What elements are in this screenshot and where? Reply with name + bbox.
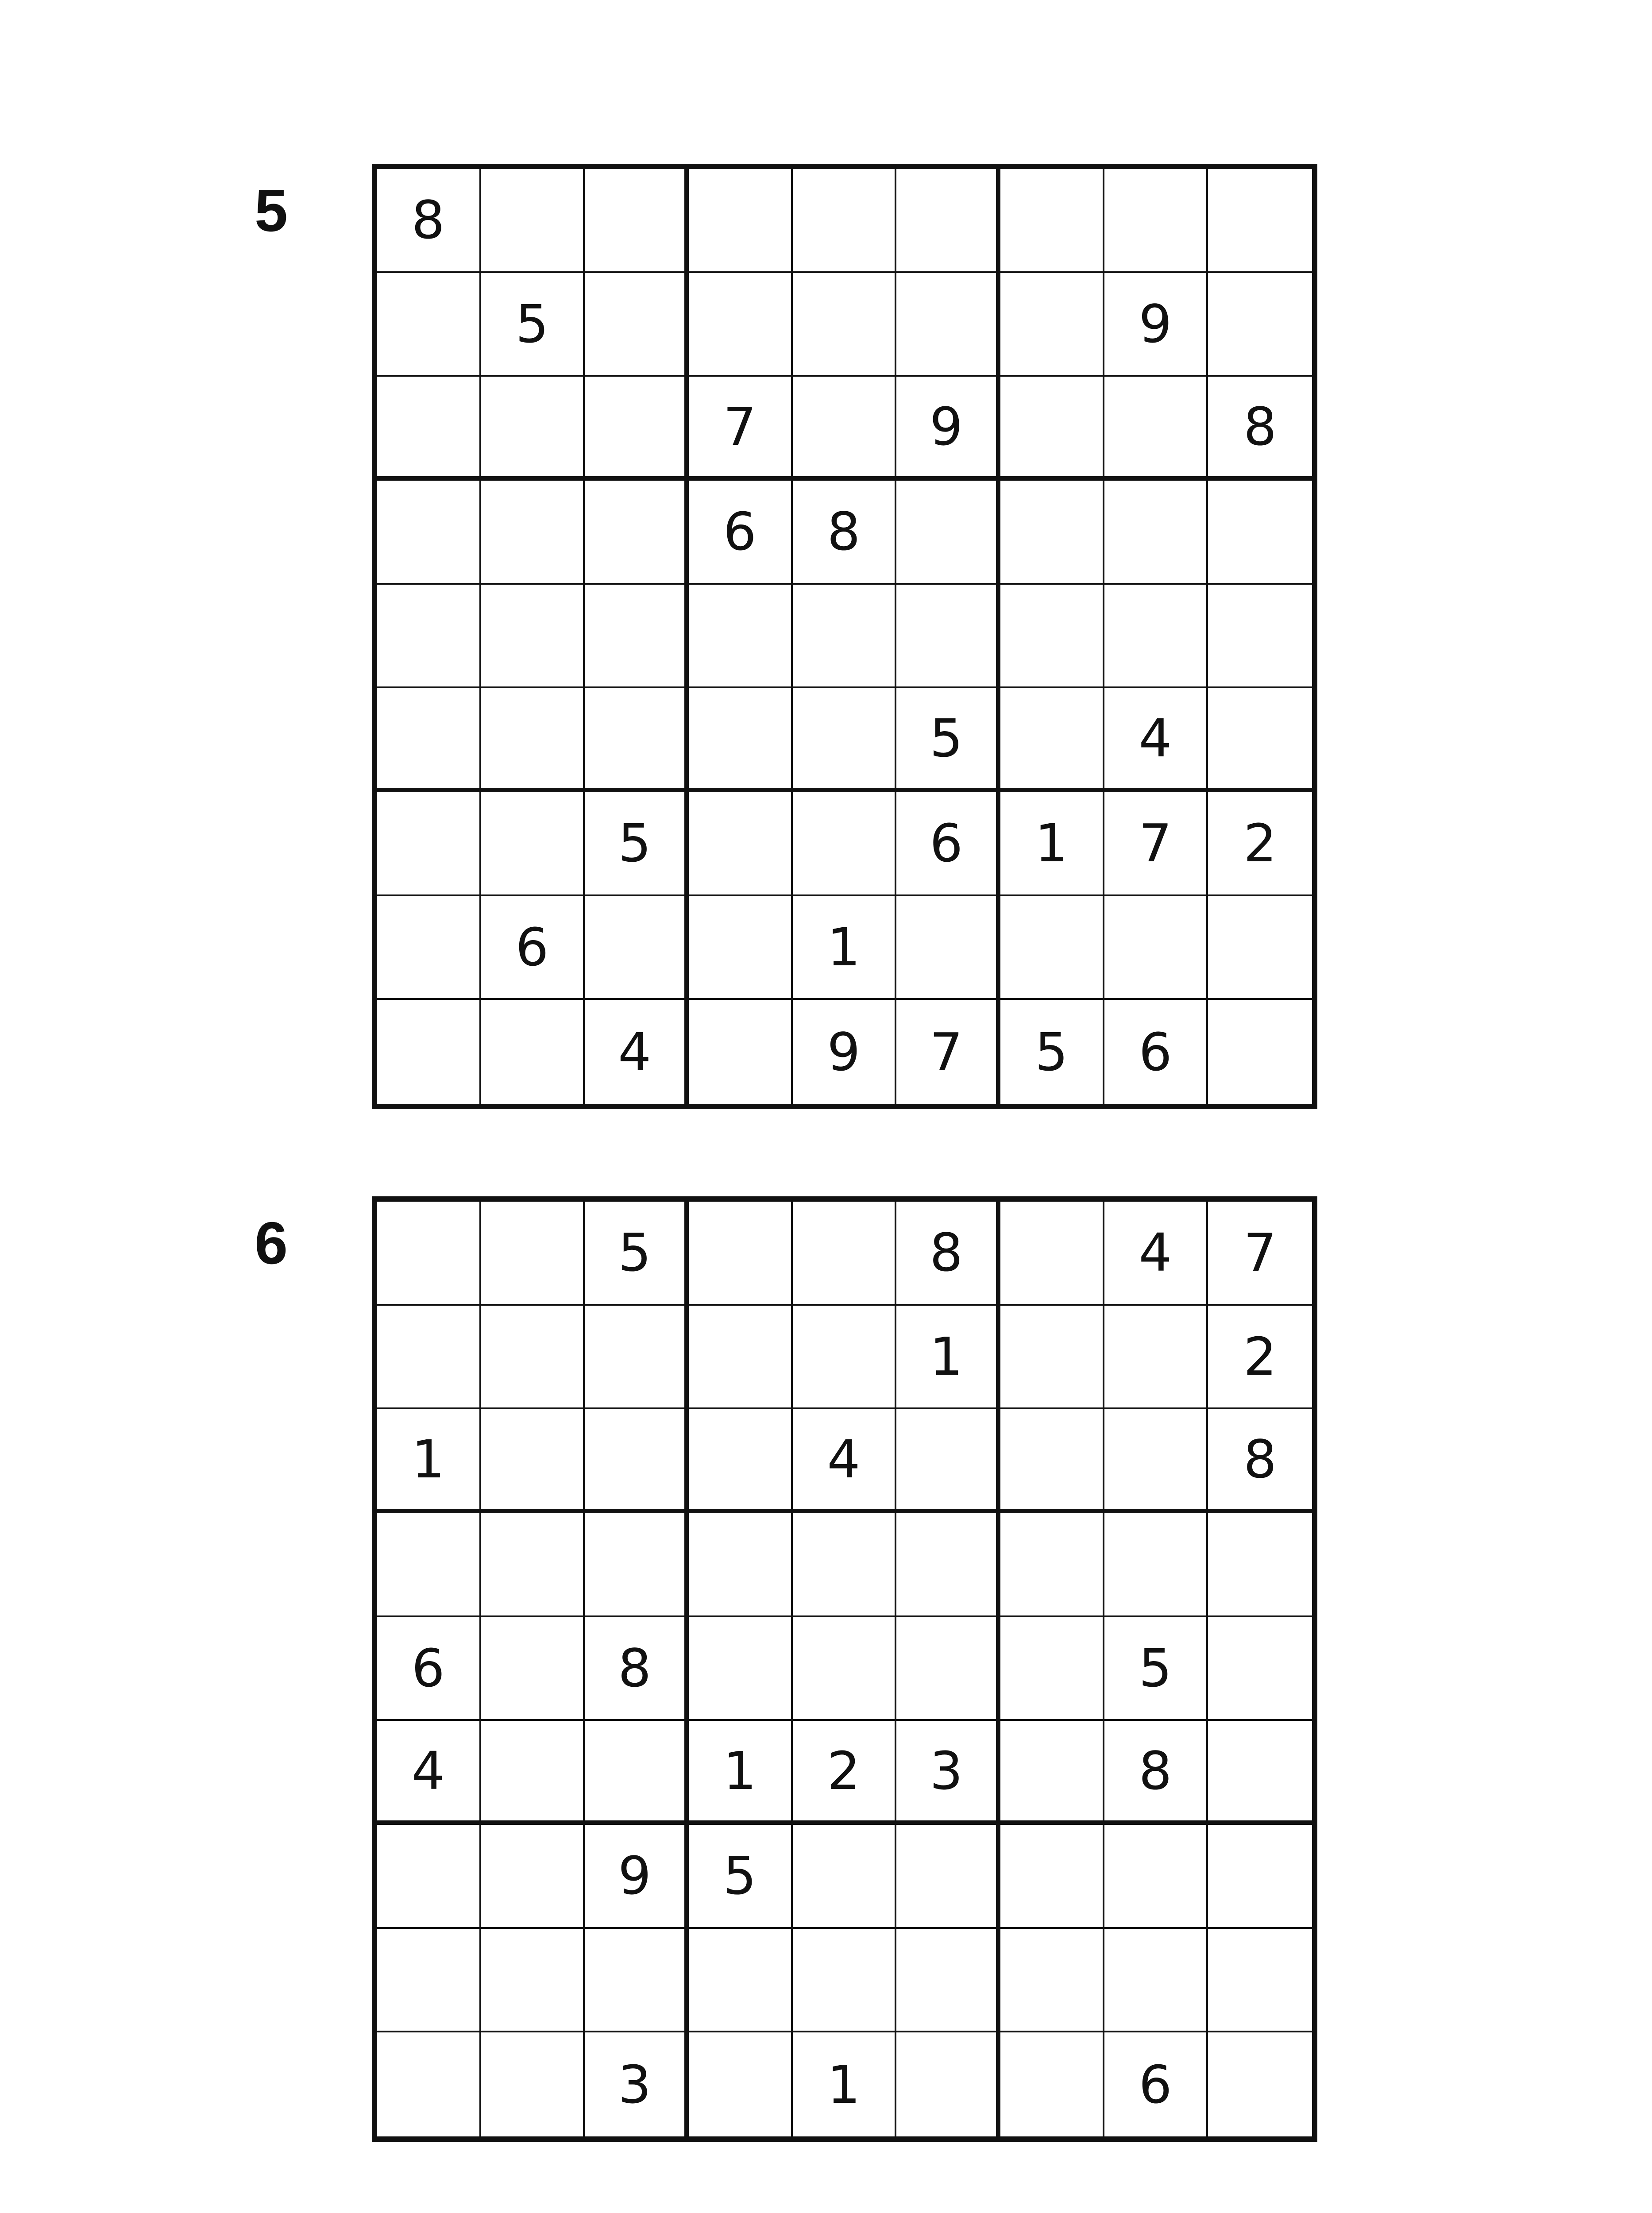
sudoku-cell[interactable]: 8 xyxy=(1208,377,1312,481)
sudoku-cell[interactable] xyxy=(481,1617,585,1721)
puzzle-number: 5 xyxy=(255,177,288,244)
sudoku-cell[interactable] xyxy=(585,273,689,377)
sudoku-cell[interactable] xyxy=(585,1929,689,2033)
sudoku-cell[interactable] xyxy=(1000,688,1104,792)
sudoku-cell[interactable]: 4 xyxy=(585,1000,689,1104)
sudoku-cell[interactable] xyxy=(896,273,1000,377)
sudoku-cell[interactable] xyxy=(481,1721,585,1825)
sudoku-cell[interactable]: 6 xyxy=(1104,1000,1208,1104)
sudoku-cell[interactable] xyxy=(481,169,585,273)
sudoku-cell[interactable] xyxy=(1000,1825,1104,1929)
sudoku-cell[interactable] xyxy=(481,481,585,585)
sudoku-cell[interactable] xyxy=(481,1000,585,1104)
sudoku-cell[interactable] xyxy=(1208,2032,1312,2136)
sudoku-cell[interactable]: 7 xyxy=(896,1000,1000,1104)
sudoku-cell[interactable]: 4 xyxy=(1104,688,1208,792)
sudoku-cell[interactable] xyxy=(793,169,897,273)
sudoku-cell[interactable] xyxy=(1104,169,1208,273)
sudoku-cell[interactable] xyxy=(896,1409,1000,1513)
sudoku-cell[interactable] xyxy=(1104,1825,1208,1929)
sudoku-cell[interactable] xyxy=(896,481,1000,585)
sudoku-cell[interactable] xyxy=(481,1825,585,1929)
sudoku-cell[interactable] xyxy=(793,1202,897,1306)
sudoku-cell[interactable]: 2 xyxy=(1208,792,1312,896)
sudoku-cell[interactable] xyxy=(1208,688,1312,792)
sudoku-cell[interactable]: 1 xyxy=(896,1306,1000,1410)
sudoku-cell[interactable] xyxy=(377,585,481,689)
sudoku-cell[interactable] xyxy=(1000,377,1104,481)
sudoku-cell[interactable] xyxy=(896,1825,1000,1929)
sudoku-cell[interactable]: 6 xyxy=(377,1617,481,1721)
sudoku-cell[interactable]: 6 xyxy=(689,481,793,585)
sudoku-cell[interactable] xyxy=(585,169,689,273)
sudoku-cell[interactable]: 8 xyxy=(377,169,481,273)
sudoku-cell[interactable] xyxy=(896,169,1000,273)
sudoku-cell[interactable] xyxy=(585,896,689,1000)
sudoku-cell[interactable]: 3 xyxy=(896,1721,1000,1825)
sudoku-cell[interactable] xyxy=(377,1306,481,1410)
sudoku-cell[interactable] xyxy=(481,585,585,689)
sudoku-cell[interactable] xyxy=(377,1825,481,1929)
sudoku-cell[interactable]: 6 xyxy=(1104,2032,1208,2136)
sudoku-cell[interactable]: 8 xyxy=(793,481,897,585)
sudoku-cell[interactable] xyxy=(1104,1409,1208,1513)
sudoku-cell[interactable] xyxy=(1208,1929,1312,2033)
sudoku-cell[interactable] xyxy=(1208,585,1312,689)
sudoku-cell[interactable] xyxy=(1000,1929,1104,2033)
sudoku-cell[interactable] xyxy=(481,792,585,896)
sudoku-cell[interactable]: 6 xyxy=(896,792,1000,896)
sudoku-cell[interactable] xyxy=(1208,273,1312,377)
sudoku-cell[interactable] xyxy=(689,1409,793,1513)
sudoku-cell[interactable] xyxy=(689,688,793,792)
sudoku-grid xyxy=(372,164,1317,1109)
sudoku-cell[interactable] xyxy=(481,1929,585,2033)
sudoku-cell[interactable] xyxy=(896,1513,1000,1617)
sudoku-cell[interactable] xyxy=(377,1000,481,1104)
sudoku-cell[interactable] xyxy=(896,1617,1000,1721)
sudoku-cell[interactable]: 9 xyxy=(896,377,1000,481)
sudoku-cell[interactable] xyxy=(377,896,481,1000)
sudoku-cell[interactable] xyxy=(793,1306,897,1410)
sudoku-cell[interactable] xyxy=(896,2032,1000,2136)
sudoku-cell[interactable] xyxy=(793,1617,897,1721)
sudoku-grid xyxy=(372,1196,1317,2142)
sudoku-cell[interactable]: 5 xyxy=(585,792,689,896)
sudoku-cell[interactable] xyxy=(1000,1306,1104,1410)
sudoku-cell[interactable]: 5 xyxy=(689,1825,793,1929)
sudoku-cell[interactable]: 2 xyxy=(793,1721,897,1825)
sudoku-cell[interactable] xyxy=(481,2032,585,2136)
sudoku-cell[interactable] xyxy=(1208,1617,1312,1721)
sudoku-cell[interactable] xyxy=(481,688,585,792)
sudoku-cell[interactable] xyxy=(377,273,481,377)
sudoku-cell[interactable] xyxy=(689,2032,793,2136)
sudoku-cell[interactable] xyxy=(481,1513,585,1617)
sudoku-cell[interactable] xyxy=(689,1306,793,1410)
sudoku-cell[interactable] xyxy=(793,1825,897,1929)
sudoku-cell[interactable]: 9 xyxy=(793,1000,897,1104)
sudoku-cell[interactable] xyxy=(1208,1000,1312,1104)
sudoku-cell[interactable] xyxy=(481,1306,585,1410)
sudoku-cell[interactable] xyxy=(1104,896,1208,1000)
sudoku-cell[interactable]: 1 xyxy=(1000,792,1104,896)
sudoku-cell[interactable]: 8 xyxy=(1104,1721,1208,1825)
sudoku-cell[interactable]: 2 xyxy=(1208,1306,1312,1410)
sudoku-cell[interactable] xyxy=(585,585,689,689)
sudoku-cell[interactable] xyxy=(793,1929,897,2033)
sudoku-cell[interactable] xyxy=(793,688,897,792)
sudoku-cell[interactable] xyxy=(1000,585,1104,689)
sudoku-cell[interactable] xyxy=(377,1929,481,2033)
sudoku-cell[interactable]: 7 xyxy=(1208,1202,1312,1306)
sudoku-cell[interactable] xyxy=(481,377,585,481)
sudoku-cell[interactable]: 9 xyxy=(1104,273,1208,377)
sudoku-cell[interactable] xyxy=(1000,1513,1104,1617)
sudoku-cell[interactable]: 7 xyxy=(689,377,793,481)
sudoku-cell[interactable]: 4 xyxy=(793,1409,897,1513)
sudoku-cell[interactable] xyxy=(1104,585,1208,689)
sudoku-cell[interactable] xyxy=(481,1202,585,1306)
sudoku-cell[interactable] xyxy=(689,1513,793,1617)
sudoku-cell[interactable]: 1 xyxy=(793,2032,897,2136)
sudoku-cell[interactable] xyxy=(793,1513,897,1617)
sudoku-cell[interactable] xyxy=(377,2032,481,2136)
sudoku-cell[interactable] xyxy=(585,1409,689,1513)
sudoku-cell[interactable] xyxy=(1000,1721,1104,1825)
puzzle-number: 6 xyxy=(255,1210,288,1276)
sudoku-cell[interactable]: 9 xyxy=(585,1825,689,1929)
sudoku-cell[interactable]: 7 xyxy=(1104,792,1208,896)
sudoku-cell[interactable] xyxy=(689,1000,793,1104)
sudoku-cell[interactable]: 1 xyxy=(377,1409,481,1513)
sudoku-cell[interactable] xyxy=(793,377,897,481)
sudoku-cell[interactable] xyxy=(689,1202,793,1306)
sudoku-cell[interactable] xyxy=(689,896,793,1000)
sudoku-cell[interactable] xyxy=(1000,896,1104,1000)
sudoku-cell[interactable] xyxy=(689,273,793,377)
sudoku-cell[interactable] xyxy=(1104,1306,1208,1410)
sudoku-cell[interactable] xyxy=(1000,1409,1104,1513)
sudoku-cell[interactable] xyxy=(1000,273,1104,377)
sudoku-cell[interactable] xyxy=(585,481,689,585)
sudoku-cell[interactable] xyxy=(377,792,481,896)
sudoku-cell[interactable] xyxy=(1208,169,1312,273)
sudoku-cell[interactable] xyxy=(896,585,1000,689)
sudoku-cell[interactable] xyxy=(1208,481,1312,585)
sudoku-cell[interactable]: 4 xyxy=(377,1721,481,1825)
sudoku-cell[interactable] xyxy=(585,377,689,481)
sudoku-cell[interactable] xyxy=(377,481,481,585)
sudoku-cell[interactable]: 1 xyxy=(689,1721,793,1825)
sudoku-cell[interactable] xyxy=(1104,1929,1208,2033)
sudoku-cell[interactable] xyxy=(1000,1617,1104,1721)
sudoku-cell[interactable] xyxy=(689,169,793,273)
sudoku-cell[interactable] xyxy=(793,273,897,377)
sudoku-cell[interactable]: 5 xyxy=(896,688,1000,792)
sudoku-cell[interactable]: 5 xyxy=(481,273,585,377)
sudoku-cell[interactable] xyxy=(689,792,793,896)
sudoku-cell[interactable]: 8 xyxy=(896,1202,1000,1306)
sudoku-cell[interactable] xyxy=(1208,896,1312,1000)
sudoku-cell[interactable] xyxy=(377,1513,481,1617)
sudoku-cell[interactable] xyxy=(1000,1202,1104,1306)
sudoku-cell[interactable] xyxy=(689,1929,793,2033)
sudoku-cell[interactable] xyxy=(896,896,1000,1000)
sudoku-cell[interactable] xyxy=(1000,2032,1104,2136)
sudoku-cell[interactable] xyxy=(793,792,897,896)
sudoku-cell[interactable] xyxy=(585,688,689,792)
sudoku-cell[interactable] xyxy=(1104,481,1208,585)
sudoku-cell[interactable] xyxy=(1208,1721,1312,1825)
sudoku-cell[interactable] xyxy=(585,1721,689,1825)
sudoku-cell[interactable]: 8 xyxy=(1208,1409,1312,1513)
sudoku-cell[interactable] xyxy=(793,585,897,689)
sudoku-cell[interactable] xyxy=(1104,1513,1208,1617)
sudoku-cell[interactable] xyxy=(1208,1825,1312,1929)
sudoku-cell[interactable]: 8 xyxy=(585,1617,689,1721)
sudoku-cell[interactable] xyxy=(585,1513,689,1617)
sudoku-cell[interactable] xyxy=(377,377,481,481)
sudoku-cell[interactable]: 3 xyxy=(585,2032,689,2136)
sudoku-cell[interactable] xyxy=(377,688,481,792)
sudoku-cell[interactable] xyxy=(377,1202,481,1306)
sudoku-cell[interactable] xyxy=(1104,377,1208,481)
sudoku-cell[interactable] xyxy=(585,1306,689,1410)
sudoku-cell[interactable]: 6 xyxy=(481,896,585,1000)
sudoku-cell[interactable] xyxy=(1000,481,1104,585)
sudoku-cell[interactable] xyxy=(481,1409,585,1513)
sudoku-cell[interactable]: 4 xyxy=(1104,1202,1208,1306)
sudoku-cell[interactable]: 5 xyxy=(585,1202,689,1306)
sudoku-cell[interactable] xyxy=(1000,169,1104,273)
sudoku-cell[interactable] xyxy=(896,1929,1000,2033)
sudoku-cell[interactable]: 5 xyxy=(1104,1617,1208,1721)
sudoku-cell[interactable]: 1 xyxy=(793,896,897,1000)
sudoku-cell[interactable] xyxy=(689,1617,793,1721)
sudoku-cell[interactable] xyxy=(1208,1513,1312,1617)
sudoku-cell[interactable]: 5 xyxy=(1000,1000,1104,1104)
sudoku-cell[interactable] xyxy=(689,585,793,689)
